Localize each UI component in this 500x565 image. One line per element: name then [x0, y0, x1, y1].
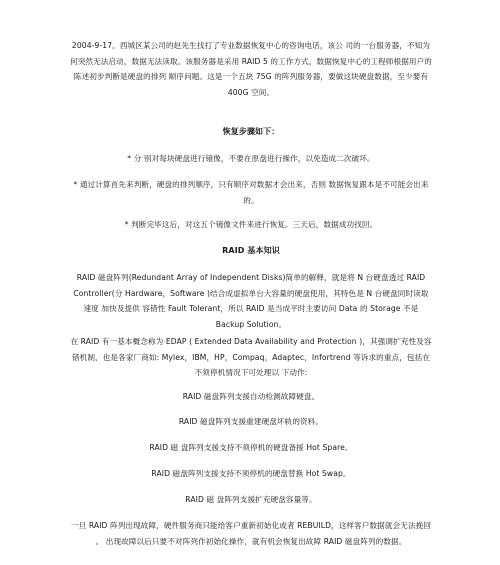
raid-feature-expand: RAID 磁 盘阵列支援扩充硬盘容量等。 — [185, 495, 317, 504]
raid-feature-rebuild: RAID 磁盘阵列支援重建硬盘坏轨的资料。 — [178, 417, 324, 426]
raid-feature-hot-swap: RAID 磁盘阵列支援支持不须停机的硬盘替换 Hot Swap。 — [151, 469, 351, 478]
recovery-steps-heading: 恢复步骤如下： — [222, 127, 280, 136]
edap-paragraph: 在 RAID 有一基本概念称为 EDAP ( Extended Data Availability and Protection )，其强调扩充性及容 错机制，也是各家厂商如: Mylex，IBM，HP，Compaq，Adaptec，Infortrend 等诉求的重点，包括在不须停机情况下可处理以 下动作: — [70, 337, 432, 377]
intro-paragraph: 2004-9-17。西城区某公司的赵先生找打了专业数据恢复中心的咨询电话，该公 司的一台服务器，不知为何突然无法启动，数据无法读取。该服务器是采用 RAID 5 的工作方式，数据恢复中心的工程师根据用户的陈述初步判断是硬盘的排列 顺序问题。这是一个五块 75G 的阵列服务器，要做这块硬盘数据，至少要有 400G 空间。 — [70, 41, 432, 97]
raid-feature-hot-spare: RAID 磁 盘阵列支援支持不须停机的硬盘备援 Hot Spare。 — [149, 443, 353, 452]
recovery-step-3: * 判断完毕这后，对这五个镜像文件来进行恢复。三天后，数据成功找回。 — [124, 220, 378, 229]
recovery-step-2: * 通过计算首先来判断，硬盘的排列顺序，只有顺序对数据才会出来，否则 数据恢复跟本是不可能会出来的。 — [73, 180, 429, 205]
closing-paragraph: 一旦 RAID 阵列出现故障，硬件服务商只能给客户重新初始化或者 REBUILD，这样客户数据就会无法挽回 。 出现故障以后只要不对阵列作初始化操作，就有机会恢复出故障 RAID 磁盘阵列的数据。 — [70, 521, 432, 546]
recovery-step-1: * 分 别对每块硬盘进行镜像，不要在原盘进行操作，以免造成二次破坏。 — [127, 154, 375, 163]
raid-definition-paragraph: RAID 磁盘阵列(Redundant Array of Independent Disks)简单的解释，就是将 N 台硬盘透过 RAID Controller(分 Hardware，Software )结合成虚拟单台大容量的硬盘使用，其特色是 N 台硬盘同时读取速度 加快及提供 容错性 Fault Tolerant，所以 RAID 是当成平时主要访问 Data 的 Storage 不是 Backup Solution。 — [73, 273, 429, 329]
raid-feature-auto-detect: RAID 磁盘阵列支援自动检测故障硬盘。 — [182, 392, 320, 401]
raid-basics-heading: RAID 基本知识 — [222, 246, 280, 255]
